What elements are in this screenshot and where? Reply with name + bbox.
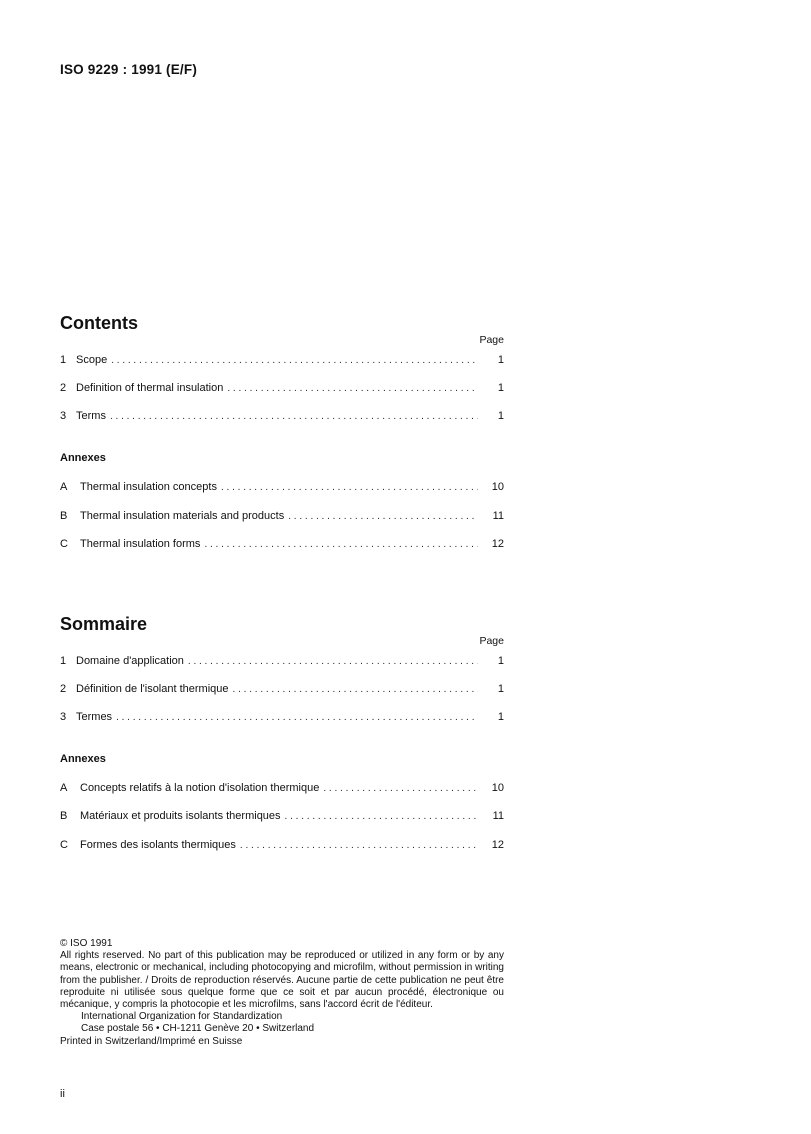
toc-number: 1 (60, 655, 67, 667)
toc-page: 1 (497, 382, 504, 394)
toc-page: 1 (497, 655, 504, 667)
dot-leader (233, 682, 478, 698)
toc-title: Concepts relatifs à la notion d'isolation thermique (80, 782, 320, 794)
toc-entry[interactable] (60, 681, 504, 697)
rights-notice: All rights reserved. No part of this publication may be reproduced or utilized in any form or by any means, electronic or mechanical, including photocopying and microfilm, without permission in writing from the publisher. / Droits de reproduction réservés. Aucune partie de cette publication ne peut être reproduite ni utilisée sous quelque forme que ce soit et par aucun procédé, électronique ou mécanique, y compris la photocopie et les microfilms, sans l'accord écrit de l'éditeur. (60, 950, 504, 1011)
toc-page: 1 (497, 410, 504, 422)
toc-title: Thermal insulation forms (80, 538, 201, 550)
contents-section (60, 312, 504, 550)
toc-title: Définition de l'isolant thermique (76, 683, 229, 695)
toc-entry[interactable] (60, 709, 504, 725)
document-id: ISO 9229 : 1991 (E/F) (60, 62, 198, 77)
contents-title: Contents (60, 313, 138, 333)
page-number: ii (60, 1088, 65, 1100)
toc-annex-entry[interactable] (60, 508, 504, 524)
toc-number: 3 (60, 410, 67, 422)
dot-leader (240, 838, 478, 854)
toc-entry[interactable] (60, 380, 504, 396)
toc-number: 2 (60, 382, 67, 394)
dot-leader (323, 781, 478, 797)
dot-leader (204, 537, 478, 553)
dot-leader (111, 353, 478, 369)
organization-address: Case postale 56 • CH-1211 Genève 20 • Switzerland (81, 1023, 315, 1035)
toc-entry[interactable] (60, 408, 504, 424)
toc-title: Thermal insulation concepts (80, 481, 217, 493)
dot-leader (227, 381, 478, 397)
toc-page: 11 (492, 810, 504, 822)
toc-number: 1 (60, 354, 67, 366)
dot-leader (188, 654, 478, 670)
dot-leader (110, 409, 478, 425)
toc-annex-entry[interactable] (60, 837, 504, 853)
toc-title: Matériaux et produits isolants thermiques (80, 810, 281, 822)
toc-number: 3 (60, 711, 67, 723)
sommaire-section (60, 613, 504, 851)
toc-page: 12 (491, 839, 504, 851)
toc-page: 10 (491, 481, 504, 493)
toc-number: 2 (60, 683, 67, 695)
page-column-label: Page (479, 334, 504, 346)
copyright-line: © ISO 1991 (60, 938, 113, 949)
toc-number: B (60, 810, 68, 822)
toc-page: 1 (497, 354, 504, 366)
dot-leader (285, 809, 478, 825)
toc-number: A (60, 481, 68, 493)
toc-number: B (60, 510, 68, 522)
sommaire-title: Sommaire (60, 614, 148, 634)
annexes-heading: Annexes (60, 753, 106, 765)
toc-title: Definition of thermal insulation (76, 382, 224, 394)
toc-page: 11 (492, 510, 504, 522)
toc-annex-entry[interactable] (60, 780, 504, 796)
toc-title: Termes (76, 711, 113, 723)
dot-leader (116, 710, 478, 726)
toc-title: Terms (76, 410, 106, 422)
toc-number: C (60, 538, 68, 550)
toc-title: Domaine d'application (76, 655, 184, 667)
printed-in: Printed in Switzerland/Imprimé en Suisse (60, 1035, 243, 1047)
toc-title: Thermal insulation materials and products (80, 510, 285, 522)
toc-annex-entry[interactable] (60, 536, 504, 552)
toc-number: A (60, 782, 68, 794)
toc-title: Scope (76, 354, 108, 366)
toc-entry[interactable] (60, 352, 504, 368)
toc-annex-entry[interactable] (60, 479, 504, 495)
dot-leader (221, 480, 478, 496)
toc-page: 12 (491, 538, 504, 550)
page-column-label: Page (479, 635, 504, 647)
toc-page: 1 (497, 683, 504, 695)
annexes-heading: Annexes (60, 452, 106, 464)
toc-page: 1 (497, 711, 504, 723)
organization-name: International Organization for Standardization (81, 1011, 283, 1023)
toc-entry[interactable] (60, 653, 504, 669)
copyright-block (60, 938, 504, 1048)
toc-annex-entry[interactable] (60, 808, 504, 824)
toc-title: Formes des isolants thermiques (80, 839, 236, 851)
dot-leader (288, 509, 478, 525)
toc-page: 10 (491, 782, 504, 794)
toc-number: C (60, 839, 68, 851)
